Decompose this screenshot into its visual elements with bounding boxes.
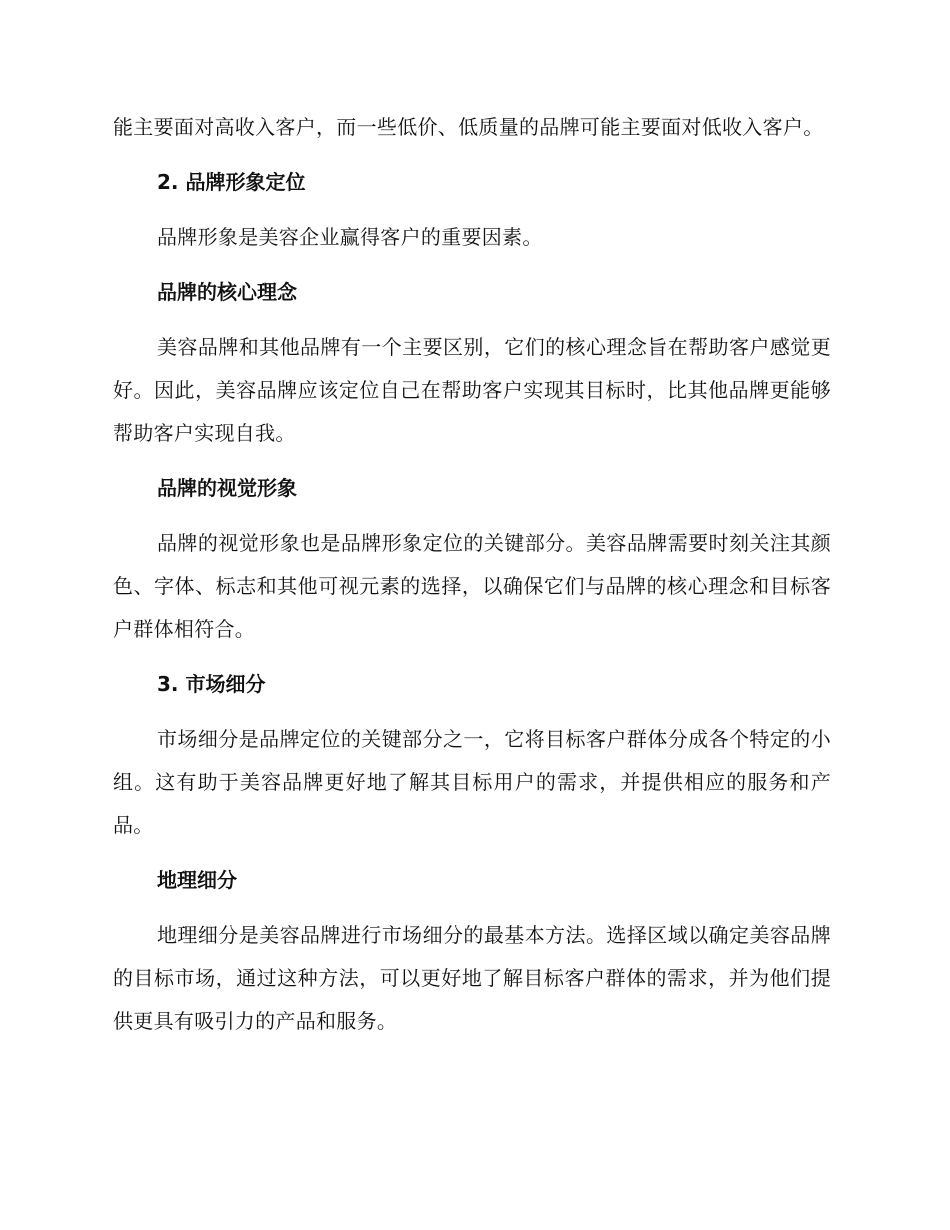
paragraph-geographic-segmentation: 地理细分是美容品牌进行市场细分的最基本方法。选择区域以确定美容品牌的目标市场，通过这种方法，可以更好地了解目标客户群体的需求，并为他们提供更具有吸引力的产品和服务。 [113,923,831,1033]
section-heading-market-segmentation: 3. 市场细分 [157,672,266,696]
paragraph-visual-image: 品牌的视觉形象也是品牌形象定位的关键部分。美容品牌需要时刻关注其颜色、字体、标志和其他可视元素的选择，以确保它们与品牌的核心理念和目标客户群体相符合。 [113,531,831,641]
section-heading-brand-image: 2. 品牌形象定位 [157,170,306,194]
subheading-core-concept: 品牌的核心理念 [157,280,297,304]
paragraph-market-segmentation: 市场细分是品牌定位的关键部分之一，它将目标客户群体分成各个特定的小组。这有助于美容品牌更好地了解其目标用户的需求，并提供相应的服务和产品。 [113,727,831,837]
document-body [113,106,831,1043]
paragraph-continuation: 能主要面对高收入客户，而一些低价、低质量的品牌可能主要面对低收入客户。 [113,115,824,139]
subheading-geographic-segmentation: 地理细分 [157,868,237,892]
paragraph-core-concept: 美容品牌和其他品牌有一个主要区别，它们的核心理念旨在帮助客户感觉更好。因此，美容品牌应该定位自己在帮助客户实现其目标时，比其他品牌更能够帮助客户实现自我。 [113,335,831,445]
paragraph-brand-image: 品牌形象是美容企业赢得客户的重要因素。 [157,225,543,249]
subheading-visual-image: 品牌的视觉形象 [157,476,297,500]
